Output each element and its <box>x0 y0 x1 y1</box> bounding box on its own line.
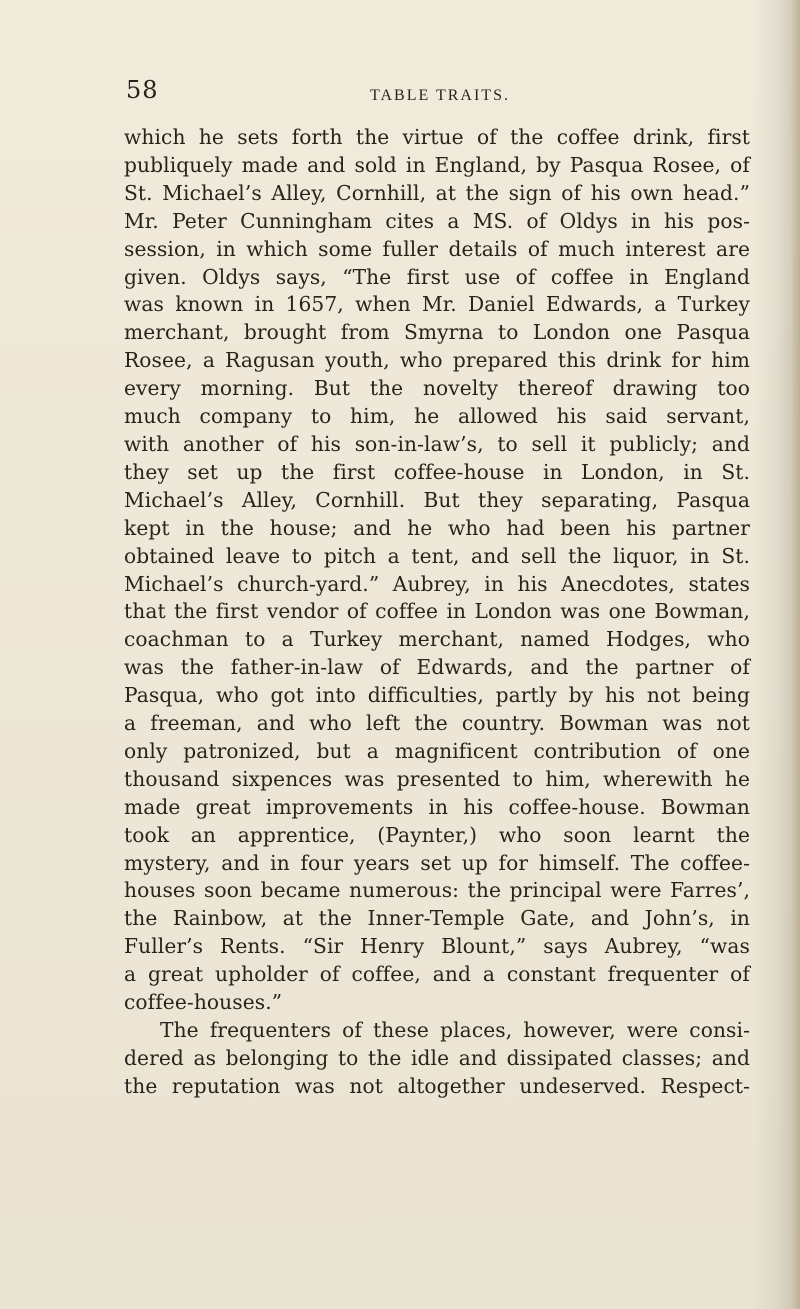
text-line: a great upholder of coffee, and a constant frequenter of <box>124 962 750 987</box>
text-line: merchant, brought from Smyrna to London one Pasqua <box>124 320 750 345</box>
text-line: thousand sixpences was presented to him, wherewith he <box>124 766 750 791</box>
text-line: coachman to a Turkey merchant, named Hodges, who <box>124 627 750 652</box>
text-line: Rosee, a Ragusan youth, who prepared this drink for him <box>124 348 750 373</box>
text-line: given. Oldys says, “The first use of coffee in England <box>124 264 750 289</box>
text-line: mystery, and in four years set up for himself. The coffee- <box>124 850 750 875</box>
text-line: which he sets forth the virtue of the coffee drink, first <box>124 125 750 149</box>
text-line: The frequenters of these places, however, were consi- <box>160 1018 750 1042</box>
body-text <box>124 124 750 1101</box>
text-line: houses soon became numerous: the principal were Farres’, <box>124 878 750 903</box>
text-line: Michael’s church-yard.” Aubrey, in his Anecdotes, states <box>124 571 750 596</box>
text-line: that the first vendor of coffee in London was one Bowman, <box>124 599 750 624</box>
text-line: obtained leave to pitch a tent, and sell the liquor, in St. <box>124 543 750 568</box>
text-line: Fuller’s Rents. “Sir Henry Blount,” says Aubrey, “was <box>124 934 750 959</box>
text-line: kept in the house; and he who had been his partner <box>124 515 750 540</box>
text-line: they set up the first coffee-house in London, in St. <box>124 459 750 484</box>
text-line: was the father-in-law of Edwards, and the partner of <box>124 655 750 680</box>
text-line: only patronized, but a magnificent contribution of one <box>124 738 750 763</box>
text-line: session, in which some fuller details of much interest are <box>124 236 750 261</box>
text-line: the Rainbow, at the Inner-Temple Gate, and John’s, in <box>124 906 750 931</box>
text-line: much company to him, he allowed his said servant, <box>124 404 750 429</box>
text-line: with another of his son-in-law’s, to sell it publicly; and <box>124 431 750 456</box>
page-header <box>126 78 746 118</box>
text-line: the reputation was not altogether undeserved. Respect- <box>124 1073 750 1098</box>
text-line: was known in 1657, when Mr. Daniel Edwards, a Turkey <box>124 292 750 317</box>
text-line: dered as belonging to the idle and dissipated classes; and <box>124 1045 750 1070</box>
running-head: TABLE TRAITS. <box>370 87 510 104</box>
text-line: took an apprentice, (Paynter,) who soon learnt the <box>124 822 750 847</box>
text-line: made great improvements in his coffee-house. Bowman <box>124 794 750 819</box>
text-line: Mr. Peter Cunningham cites a MS. of Oldys in his pos- <box>124 208 750 233</box>
text-line: Pasqua, who got into difficulties, partly by his not being <box>124 683 750 708</box>
page-edge <box>778 0 800 1309</box>
text-line: St. Michael’s Alley, Cornhill, at the sign of his own head.” <box>124 180 750 205</box>
text-line: publiquely made and sold in England, by Pasqua Rosee, of <box>124 152 750 177</box>
text-line: Michael’s Alley, Cornhill. But they separating, Pasqua <box>124 487 750 512</box>
text-line: a freeman, and who left the country. Bowman was not <box>124 711 750 736</box>
page-number: 58 <box>126 76 159 104</box>
text-line: coffee-houses.” <box>124 990 283 1015</box>
text-line: every morning. But the novelty thereof drawing too <box>124 376 750 401</box>
